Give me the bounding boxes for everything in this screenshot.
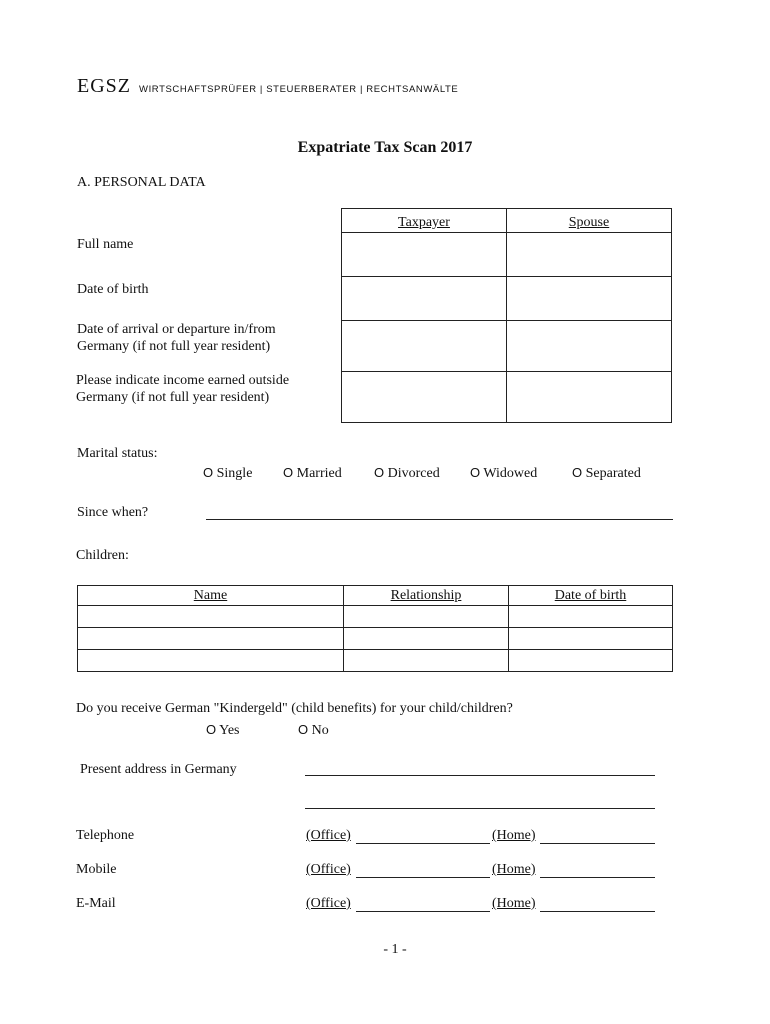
taxpayer-foreign-income-cell[interactable] <box>342 372 507 423</box>
radio-circle-icon[interactable]: O <box>572 465 583 480</box>
column-header-spouse: Spouse <box>507 209 672 233</box>
children-label: Children: <box>76 548 129 563</box>
child-dob-cell[interactable] <box>509 606 673 628</box>
email-office-input-line[interactable] <box>356 911 490 912</box>
column-header-date-of-birth: Date of birth <box>509 586 673 606</box>
address-label: Present address in Germany <box>80 762 237 777</box>
child-dob-cell[interactable] <box>509 628 673 650</box>
taxpayer-arrival-departure-cell[interactable] <box>342 321 507 372</box>
child-relationship-cell[interactable] <box>344 628 509 650</box>
telephone-label: Telephone <box>76 828 135 843</box>
telephone-office-label: (Office) <box>306 828 351 843</box>
email-label: E-Mail <box>76 896 116 911</box>
section-heading: A. PERSONAL DATA <box>77 175 206 190</box>
company-logo: EGSZ <box>77 75 131 97</box>
table-row <box>78 628 673 650</box>
kindergeld-question: Do you receive German "Kindergeld" (child benefits) for your child/children? <box>76 701 513 716</box>
child-dob-cell[interactable] <box>509 650 673 672</box>
telephone-office-input-line[interactable] <box>356 843 490 844</box>
marital-option-separated[interactable]: O Separated <box>572 465 641 481</box>
radio-circle-icon[interactable]: O <box>283 465 294 480</box>
children-table <box>77 585 673 672</box>
mobile-home-label: (Home) <box>492 862 536 877</box>
marital-option-divorced[interactable]: O Divorced <box>374 465 440 481</box>
column-header-taxpayer: Taxpayer <box>342 209 507 233</box>
mobile-home-input-line[interactable] <box>540 877 655 878</box>
child-relationship-cell[interactable] <box>344 606 509 628</box>
email-office-label: (Office) <box>306 896 351 911</box>
spouse-date-of-birth-cell[interactable] <box>507 277 672 321</box>
radio-circle-icon[interactable]: O <box>203 465 214 480</box>
child-name-cell[interactable] <box>78 628 344 650</box>
marital-status-label: Marital status: <box>77 446 158 461</box>
spouse-full-name-cell[interactable] <box>507 233 672 277</box>
radio-circle-icon[interactable]: O <box>298 722 309 737</box>
table-row <box>78 650 673 672</box>
taxpayer-date-of-birth-cell[interactable] <box>342 277 507 321</box>
address-input-line-2[interactable] <box>305 808 655 809</box>
column-header-relationship: Relationship <box>344 586 509 606</box>
table-row <box>78 606 673 628</box>
marital-option-single[interactable]: O Single <box>203 465 253 481</box>
telephone-home-label: (Home) <box>492 828 536 843</box>
row-label-arrival-departure: Date of arrival or departure in/from Germany (if not full year resident) <box>77 322 276 354</box>
mobile-label: Mobile <box>76 862 117 877</box>
mobile-office-label: (Office) <box>306 862 351 877</box>
email-home-label: (Home) <box>492 896 536 911</box>
child-relationship-cell[interactable] <box>344 650 509 672</box>
marital-option-widowed[interactable]: O Widowed <box>470 465 538 481</box>
letterhead <box>77 75 458 98</box>
child-name-cell[interactable] <box>78 650 344 672</box>
row-label-full-name: Full name <box>77 237 134 252</box>
personal-data-table <box>341 208 672 423</box>
taxpayer-full-name-cell[interactable] <box>342 233 507 277</box>
kindergeld-option-no[interactable]: O No <box>298 722 329 738</box>
address-input-line-1[interactable] <box>305 775 655 776</box>
email-home-input-line[interactable] <box>540 911 655 912</box>
company-tagline: WIRTSCHAFTSPRÜFER | STEUERBERATER | RECHTSANWÄLTE <box>139 84 459 95</box>
radio-circle-icon[interactable]: O <box>206 722 217 737</box>
spouse-foreign-income-cell[interactable] <box>507 372 672 423</box>
column-header-name: Name <box>78 586 344 606</box>
radio-circle-icon[interactable]: O <box>374 465 385 480</box>
document-title: Expatriate Tax Scan 2017 <box>297 139 473 156</box>
row-label-foreign-income: Please indicate income earned outside Germany (if not full year resident) <box>76 373 290 405</box>
marital-option-married[interactable]: O Married <box>283 465 342 481</box>
page-number: - 1 - <box>383 942 407 957</box>
since-when-input-line[interactable] <box>206 519 673 520</box>
mobile-office-input-line[interactable] <box>356 877 490 878</box>
since-when-label: Since when? <box>77 505 149 520</box>
spouse-arrival-departure-cell[interactable] <box>507 321 672 372</box>
radio-circle-icon[interactable]: O <box>470 465 481 480</box>
child-name-cell[interactable] <box>78 606 344 628</box>
telephone-home-input-line[interactable] <box>540 843 655 844</box>
row-label-date-of-birth: Date of birth <box>77 282 149 297</box>
kindergeld-option-yes[interactable]: O Yes <box>206 722 240 738</box>
